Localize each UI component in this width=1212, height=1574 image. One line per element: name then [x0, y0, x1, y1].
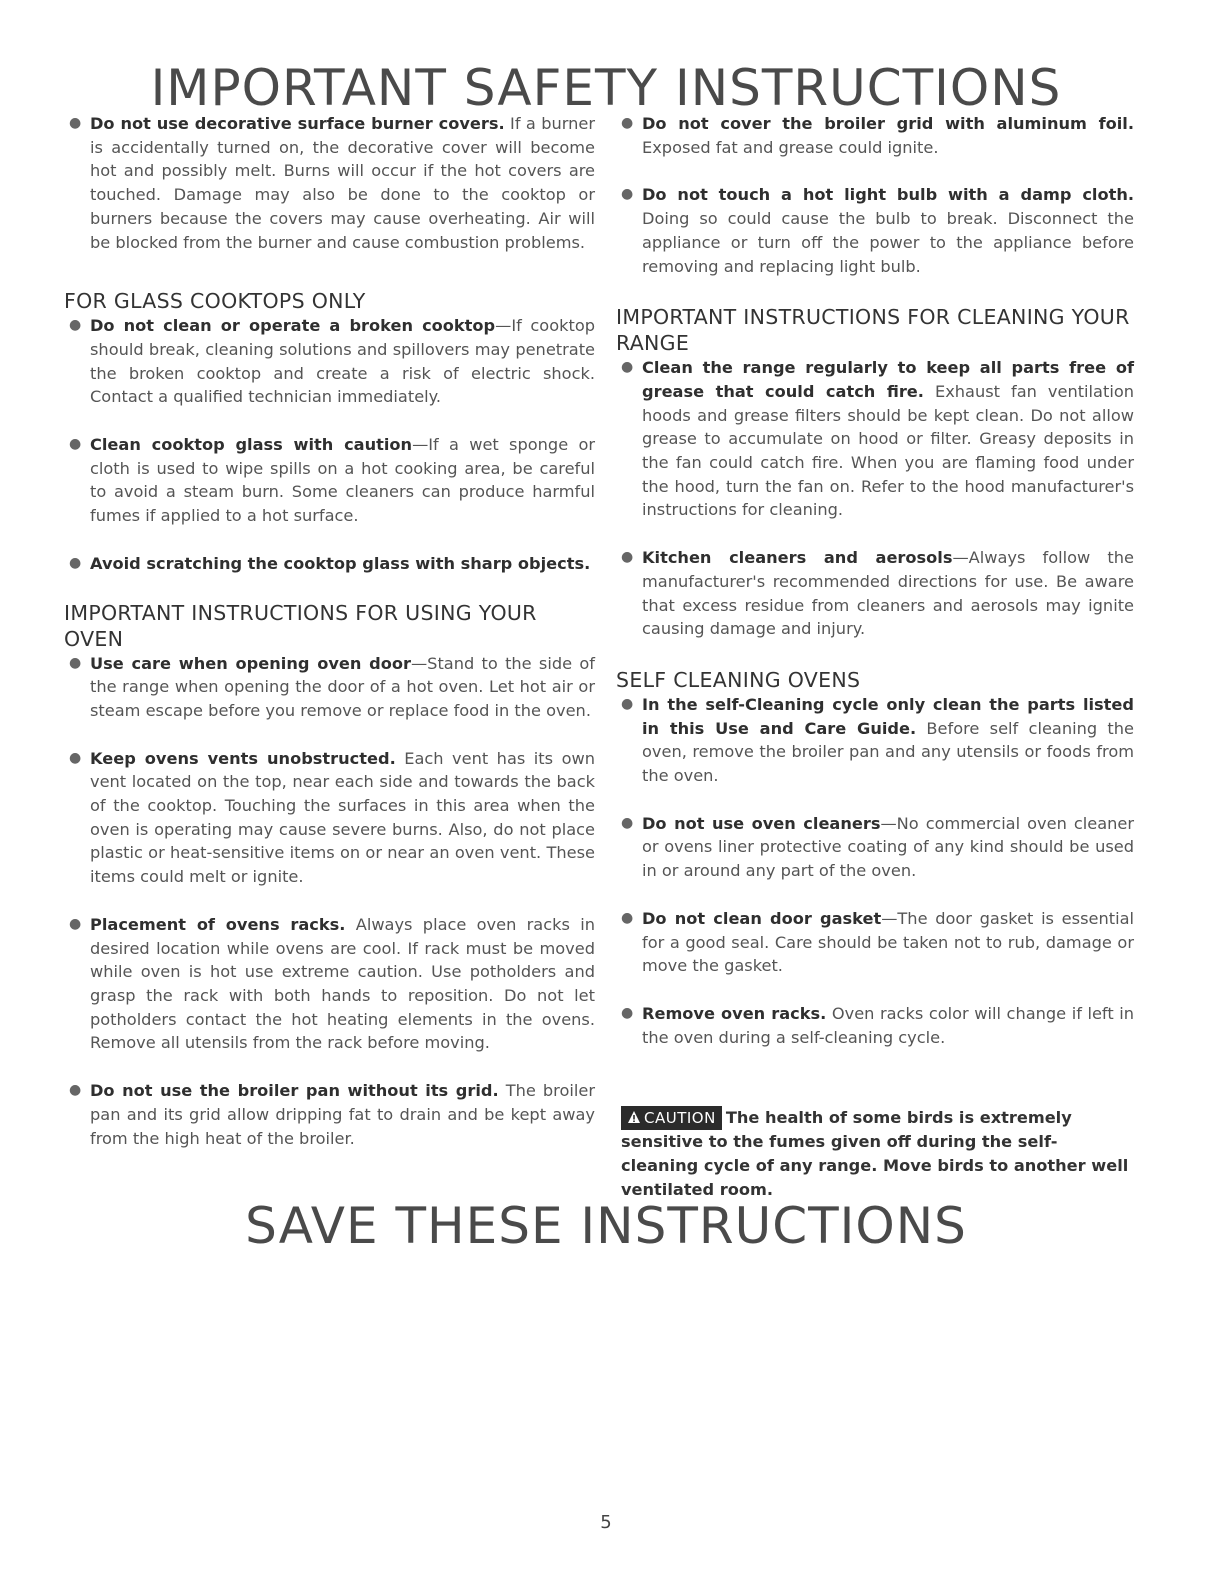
bullet-icon: ●: [621, 814, 634, 831]
list-item: [616, 907, 1134, 978]
item-text: —If cooktop should break, cleaning solutions and spillovers may penetrate the broken cooktop and create a risk of electric shock. Contact a qualified technician immediately.: [90, 316, 596, 407]
item-lead: Do not touch a hot light bulb with a damp cloth.: [642, 185, 1134, 205]
bullet-icon: ●: [69, 554, 82, 571]
right-column: [616, 112, 1134, 1049]
item-text: Each vent has its own vent located on the top, near each side and towards the back of the cooktop. Touching the surfaces in this area when the oven is operating may cause severe burns. Also, do not place plastic or heat-sensitive items on or near an oven vent. These items could melt or ignite.: [90, 748, 595, 887]
bullet-icon: ●: [69, 749, 82, 766]
section-heading-glass: FOR GLASS COOKTOPS ONLY: [64, 289, 366, 314]
bullet-icon: ●: [621, 1004, 634, 1021]
bullet-icon: ●: [69, 915, 82, 932]
item-text: Exposed fat and grease could ignite.: [642, 137, 939, 157]
item-lead: Do not cover the broiler grid with aluminum foil.: [642, 114, 1134, 133]
item-text: Doing so could cause the bulb to break. Disconnect the appliance or turn off the power to the appliance before removing and replacing light bulb.: [642, 209, 1134, 276]
list-item: [616, 356, 1134, 522]
item-lead: Placement of ovens racks.: [90, 914, 346, 934]
warning-icon: [627, 1110, 641, 1124]
caution-badge: [621, 1106, 722, 1130]
item-lead: Clean cooktop glass with caution: [90, 435, 413, 455]
list-item: [616, 183, 1134, 278]
list-item: [616, 1002, 1134, 1049]
item-text: If a burner is accidentally turned on, the decorative cover will become hot and possibly melt. Burns will occur if the hot covers are touched. Damage may also be done to the cooktop or burners because the covers may cause overheating. Air will be blocked from the burner and cause combustion problems.: [90, 114, 595, 252]
item-lead: Use care when opening oven door: [90, 653, 411, 673]
bullet-icon: ●: [621, 695, 634, 712]
item-lead: Clean the range regularly to keep all parts free of grease that could catch fire.: [642, 358, 1134, 401]
item-text: —No commercial oven cleaner or ovens liner protective coating of any kind should be used in or around any part of the oven.: [642, 813, 1134, 881]
bullet-icon: ●: [69, 1082, 82, 1099]
bullet-icon: ●: [621, 186, 634, 203]
caution-label: CAUTION: [644, 1109, 716, 1127]
list-item: [64, 747, 595, 889]
item-lead: Avoid scratching the cooktop glass with sharp objects.: [90, 553, 591, 573]
item-lead: Keep ovens vents unobstructed.: [90, 748, 396, 768]
bullet-icon: ●: [621, 549, 634, 566]
footer-title: SAVE THESE INSTRUCTIONS: [245, 1197, 967, 1255]
item-lead: In the self-Cleaning cycle only clean the parts listed in this Use and Care Guide.: [642, 694, 1134, 738]
bullet-icon: ●: [621, 909, 634, 926]
item-lead: Remove oven racks.: [642, 1003, 827, 1023]
item-text: —The door gasket is essential for a good seal. Care should be taken not to rub, damage or move the gasket.: [642, 908, 1134, 976]
section-heading-cleaning: IMPORTANT INSTRUCTIONS FOR CLEANING YOUR RANGE: [616, 305, 1130, 356]
item-text: Oven racks color will change if left in the oven during a self-cleaning cycle.: [642, 1003, 1134, 1047]
item-text: Always place oven racks in desired location while ovens are cool. If rack must be moved while oven is hot use extreme caution. Use potholders and grasp the rack with both hands to reposition. Do not let potholders contact the hot heating elements in the ovens. Remove all utensils from the rack before moving.: [90, 914, 596, 1053]
item-text: Before self cleaning the oven, remove the broiler pan and any utensils or foods from the oven.: [642, 718, 1134, 786]
list-item: [616, 812, 1134, 883]
caution-text: The health of some birds is extremely sensitive to the fumes given off during the self-cleaning cycle of any range. Move birds to another well ventilated room.: [621, 1108, 1129, 1199]
list-item: [64, 1079, 595, 1150]
bullet-icon: ●: [69, 654, 82, 671]
page-title: IMPORTANT SAFETY INSTRUCTIONS: [150, 59, 1062, 117]
item-lead: Do not use the broiler pan without its grid.: [90, 1081, 499, 1101]
list-item: [64, 112, 595, 254]
left-column: [64, 112, 595, 1150]
item-text: The broiler pan and its grid allow dripping fat to drain and be kept away from the high heat of the broiler.: [90, 1081, 595, 1148]
item-text: —If a wet sponge or cloth is used to wipe spills on a hot cooking area, be careful to avoid a steam burn. Some cleaners can produce harmful fumes if applied to a hot surface.: [90, 435, 595, 526]
item-lead: Do not clean door gasket: [642, 908, 882, 928]
bullet-icon: ●: [621, 359, 634, 376]
section-heading-oven: IMPORTANT INSTRUCTIONS FOR USING YOUR OVEN: [64, 600, 537, 651]
list-item: [64, 913, 595, 1055]
item-text: —Stand to the side of the range when opening the door of a hot oven. Let hot air or steam escape before you remove or replace food in the oven.: [90, 653, 595, 720]
item-text: —Always follow the manufacturer's recommended directions for use. Be aware that excess residue from cleaners and aerosols may ignite causing damage and injury.: [642, 548, 1134, 639]
section-heading-self-cleaning: SELF CLEANING OVENS: [616, 667, 861, 692]
bullet-icon: ●: [69, 317, 82, 334]
list-item: [64, 433, 595, 528]
list-item: [64, 314, 595, 409]
item-lead: Kitchen cleaners and aerosols: [642, 548, 953, 568]
list-item: [616, 693, 1134, 788]
item-text: Exhaust fan ventilation hoods and grease filters should be kept clean. Do not allow grease to accumulate on hood or filter. Greasy deposits in the fan could catch fire. When you are flaming food under the hood, turn the fan on. Refer to the hood manufacturer's instructions for cleaning.: [642, 381, 1134, 520]
bullet-icon: ●: [69, 436, 82, 453]
list-item: [616, 546, 1134, 641]
item-lead: Do not use decorative surface burner covers.: [90, 114, 505, 133]
bullet-icon: ●: [621, 115, 634, 131]
list-item: [616, 112, 1134, 159]
bullet-icon: ●: [69, 115, 82, 131]
page-number: 5: [600, 1512, 612, 1533]
list-item: [64, 552, 595, 576]
item-lead: Do not clean or operate a broken cooktop: [90, 316, 496, 336]
caution-note: [621, 1106, 1133, 1202]
item-lead: Do not use oven cleaners: [642, 813, 881, 833]
list-item: [64, 652, 595, 723]
